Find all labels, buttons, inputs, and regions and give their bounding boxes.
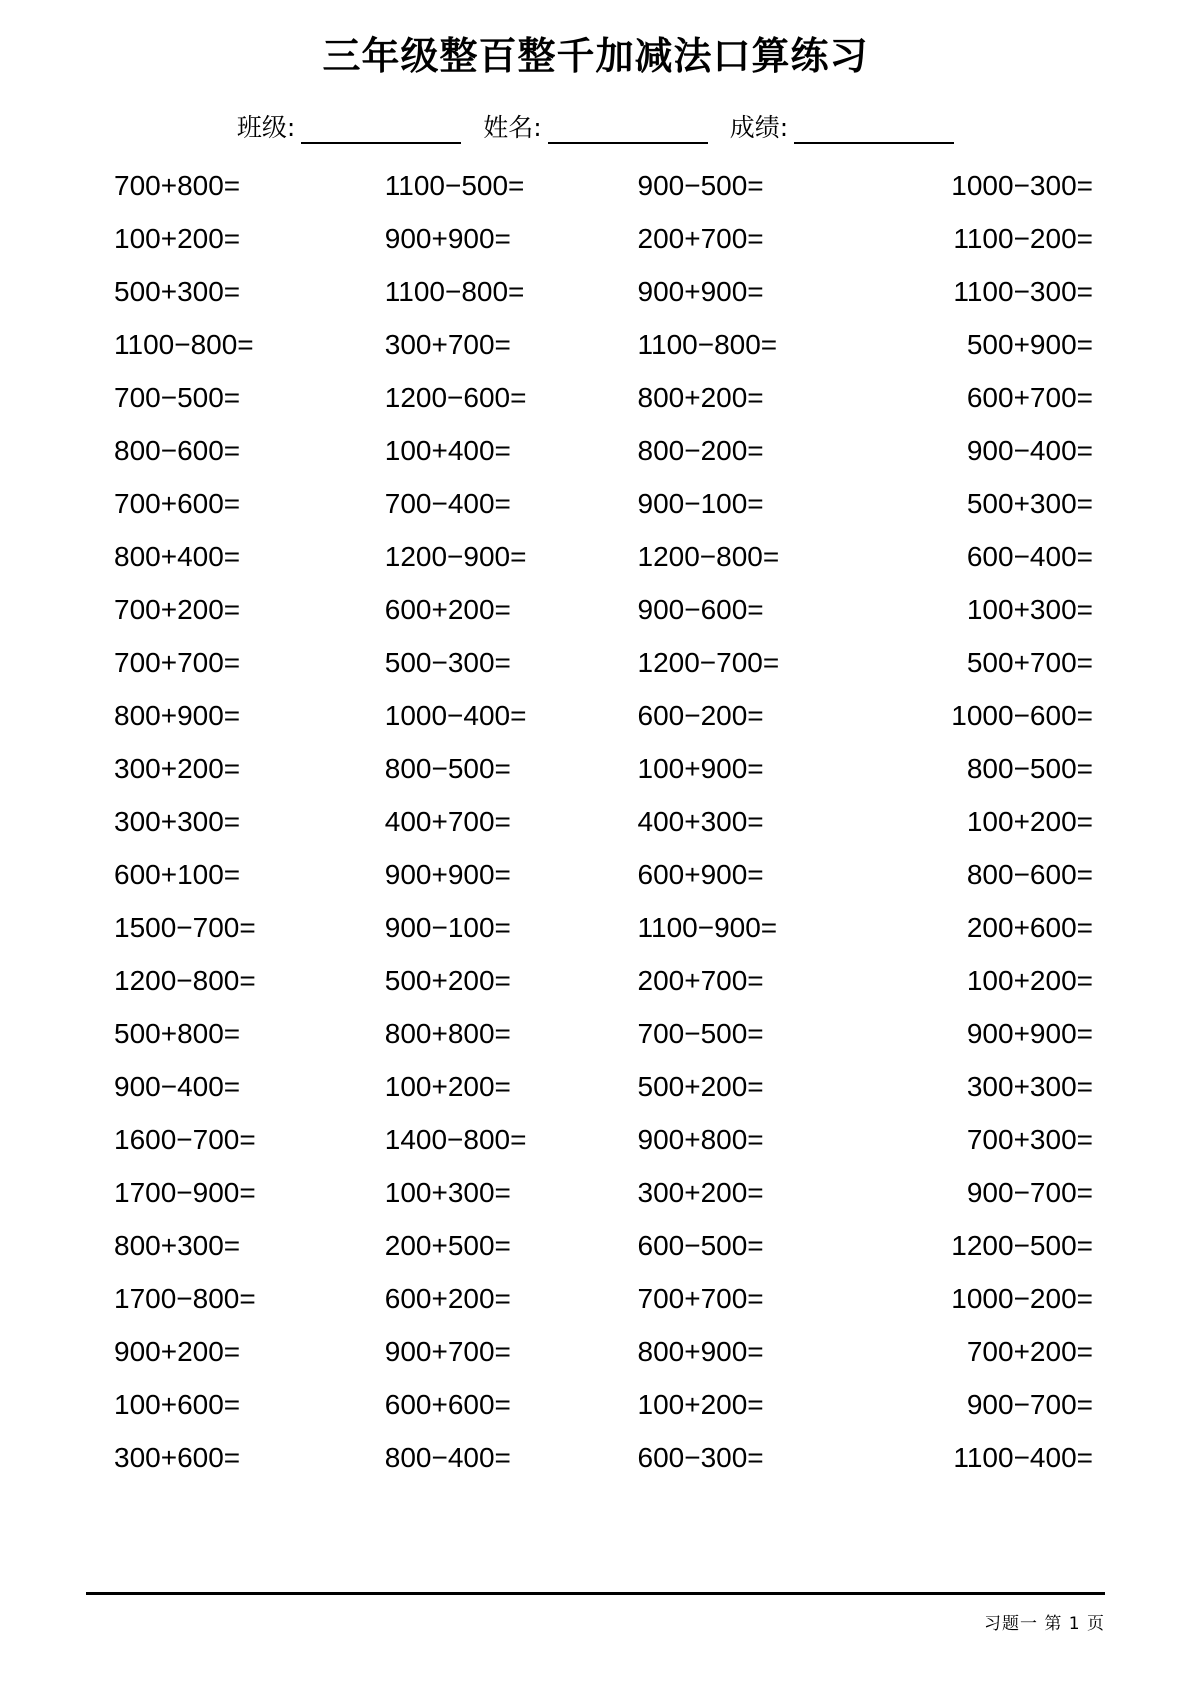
problem-row <box>108 478 1095 531</box>
problem-cell[interactable]: 800−500= <box>384 753 511 785</box>
problem-row <box>108 1379 1095 1432</box>
problem-cell[interactable]: 300+300= <box>966 1071 1093 1103</box>
problem-cell[interactable]: 1700−900= <box>114 1177 256 1209</box>
problem-cell[interactable]: 500+200= <box>637 1071 764 1103</box>
problem-cell[interactable]: 500+200= <box>384 965 511 997</box>
problem-cell[interactable]: 700+800= <box>114 170 241 202</box>
problem-cell[interactable]: 300+300= <box>114 806 241 838</box>
problem-cell[interactable]: 800−600= <box>966 859 1093 891</box>
problem-cell[interactable]: 1600−700= <box>114 1124 256 1156</box>
problem-cell[interactable]: 600+600= <box>384 1389 511 1421</box>
problem-cell[interactable]: 900+800= <box>637 1124 764 1156</box>
score-field <box>730 108 954 144</box>
problem-row <box>108 902 1095 955</box>
problem-cell[interactable]: 700+300= <box>966 1124 1093 1156</box>
problem-cell[interactable]: 300+600= <box>114 1442 241 1474</box>
problem-cell[interactable]: 800+800= <box>384 1018 511 1050</box>
problem-row <box>108 1061 1095 1114</box>
problem-row <box>108 743 1095 796</box>
problem-cell[interactable]: 800+900= <box>114 700 241 732</box>
problem-cell[interactable]: 1100−200= <box>953 223 1093 255</box>
class-field <box>237 108 461 144</box>
problem-cell[interactable]: 100+400= <box>384 435 511 467</box>
problem-cell[interactable]: 900−400= <box>966 435 1093 467</box>
problem-cell[interactable]: 900−400= <box>114 1071 241 1103</box>
problem-cell[interactable]: 800+900= <box>637 1336 764 1368</box>
problem-cell[interactable]: 1400−800= <box>384 1124 527 1156</box>
problem-cell[interactable]: 600−400= <box>966 541 1093 573</box>
problem-cell[interactable]: 100+900= <box>637 753 764 785</box>
problem-row <box>108 849 1095 902</box>
problem-cell[interactable]: 900+700= <box>384 1336 511 1368</box>
problem-row <box>108 1008 1095 1061</box>
problem-cell[interactable]: 1200−800= <box>637 541 780 573</box>
problem-cell[interactable]: 400+700= <box>384 806 511 838</box>
problem-cell[interactable]: 1100−500= <box>384 170 525 202</box>
problem-cell[interactable]: 600−500= <box>637 1230 764 1262</box>
problem-cell[interactable]: 100+200= <box>966 806 1093 838</box>
problem-cell[interactable]: 500+900= <box>966 329 1093 361</box>
problem-cell[interactable]: 1100−800= <box>384 276 525 308</box>
problem-cell[interactable]: 600+200= <box>384 1283 511 1315</box>
problem-cell[interactable]: 1200−600= <box>384 382 527 414</box>
problem-row <box>108 1326 1095 1379</box>
problem-cell[interactable]: 1200−800= <box>114 965 256 997</box>
problem-cell[interactable]: 300+200= <box>114 753 241 785</box>
problem-cell[interactable]: 900−100= <box>384 912 511 944</box>
problem-cell[interactable]: 700+200= <box>114 594 241 626</box>
problem-cell[interactable]: 900−500= <box>637 170 764 202</box>
problem-cell[interactable]: 400+300= <box>637 806 764 838</box>
problem-cell[interactable]: 1700−800= <box>114 1283 256 1315</box>
class-blank-input[interactable] <box>301 120 461 144</box>
problem-cell[interactable]: 1100−300= <box>953 276 1093 308</box>
score-blank-input[interactable] <box>794 120 954 144</box>
problem-cell[interactable]: 800+400= <box>114 541 241 573</box>
problem-cell[interactable]: 900−700= <box>966 1389 1093 1421</box>
problem-cell[interactable]: 100+300= <box>966 594 1093 626</box>
problem-cell[interactable]: 300+700= <box>384 329 511 361</box>
problem-cell[interactable]: 900−700= <box>966 1177 1093 1209</box>
problem-cell[interactable]: 800−400= <box>384 1442 511 1474</box>
problem-cell[interactable]: 1100−400= <box>953 1442 1093 1474</box>
problem-cell[interactable]: 800−200= <box>637 435 764 467</box>
problem-cell[interactable]: 1100−900= <box>637 912 778 944</box>
problem-cell[interactable]: 900+900= <box>384 859 511 891</box>
problem-row <box>108 796 1095 849</box>
problem-cell[interactable]: 100+200= <box>637 1389 764 1421</box>
problem-row <box>108 690 1095 743</box>
class-label: 班级: <box>236 112 296 142</box>
problem-cell[interactable]: 1500−700= <box>114 912 256 944</box>
problem-cell[interactable]: 800+300= <box>114 1230 241 1262</box>
problem-row <box>108 637 1095 690</box>
problem-row <box>108 955 1095 1008</box>
problem-cell[interactable]: 1200−700= <box>637 647 780 679</box>
problem-cell[interactable]: 600+100= <box>114 859 241 891</box>
problem-cell[interactable]: 500+700= <box>966 647 1093 679</box>
problem-cell[interactable]: 700−500= <box>637 1018 764 1050</box>
problem-cell[interactable]: 600−200= <box>637 700 764 732</box>
student-info-row <box>0 108 1191 144</box>
problem-cell[interactable]: 900−600= <box>637 594 764 626</box>
problem-cell[interactable]: 1000−400= <box>384 700 527 732</box>
problem-cell[interactable]: 1200−500= <box>951 1230 1093 1262</box>
problem-row <box>108 319 1095 372</box>
problem-cell[interactable]: 1000−600= <box>951 700 1093 732</box>
problem-cell[interactable]: 500+800= <box>114 1018 241 1050</box>
name-label: 姓名: <box>483 112 542 142</box>
problem-cell[interactable]: 100+200= <box>384 1071 511 1103</box>
problem-cell[interactable]: 100+200= <box>114 223 241 255</box>
problem-cell[interactable]: 100+200= <box>966 965 1093 997</box>
problem-cell[interactable]: 300+200= <box>637 1177 764 1209</box>
problem-cell[interactable]: 800+200= <box>637 382 764 414</box>
problem-row <box>108 1114 1095 1167</box>
footer-divider <box>86 1592 1105 1595</box>
problem-cell[interactable]: 1000−300= <box>951 170 1093 202</box>
page-footer <box>86 1592 1105 1634</box>
problem-cell[interactable]: 900−100= <box>637 488 764 520</box>
problem-cell[interactable]: 600−300= <box>637 1442 764 1474</box>
problem-cell[interactable]: 100+600= <box>114 1389 241 1421</box>
problem-cell[interactable]: 500−300= <box>384 647 511 679</box>
problem-cell[interactable]: 600+200= <box>384 594 511 626</box>
name-field <box>483 108 707 144</box>
problem-cell[interactable]: 200+600= <box>966 912 1093 944</box>
problem-cell[interactable]: 1100−800= <box>114 329 254 361</box>
page-title: 三年级整百整千加减法口算练习 <box>322 34 869 78</box>
problem-cell[interactable]: 700+200= <box>966 1336 1093 1368</box>
problem-grid <box>0 160 1191 1684</box>
problem-row <box>108 266 1095 319</box>
problem-cell[interactable]: 900+900= <box>966 1018 1093 1050</box>
score-label: 成绩: <box>729 112 789 142</box>
problem-cell[interactable]: 100+300= <box>384 1177 511 1209</box>
problem-row <box>108 213 1095 266</box>
problem-cell[interactable]: 1100−800= <box>637 329 778 361</box>
problem-row <box>108 160 1095 213</box>
problem-cell[interactable]: 700+600= <box>114 488 241 520</box>
problem-cell[interactable]: 200+700= <box>637 965 764 997</box>
problem-cell[interactable]: 900+900= <box>637 276 764 308</box>
problem-cell[interactable]: 900+200= <box>114 1336 241 1368</box>
problem-cell[interactable]: 500+300= <box>966 488 1093 520</box>
problem-row <box>108 1167 1095 1220</box>
problem-cell[interactable]: 200+500= <box>384 1230 511 1262</box>
problem-cell[interactable]: 900+900= <box>384 223 511 255</box>
problem-cell[interactable]: 1000−200= <box>951 1283 1093 1315</box>
problem-cell[interactable]: 700−400= <box>384 488 511 520</box>
problem-cell[interactable]: 700+700= <box>637 1283 764 1315</box>
footer-text: 习题一 第 1 页 <box>983 1614 1105 1634</box>
problem-cell[interactable]: 700+700= <box>114 647 241 679</box>
problem-row <box>108 425 1095 478</box>
problem-row <box>108 1432 1095 1485</box>
problem-cell[interactable]: 500+300= <box>114 276 241 308</box>
problem-cell[interactable]: 600+900= <box>637 859 764 891</box>
problem-row <box>108 584 1095 637</box>
problem-cell[interactable]: 700−500= <box>114 382 241 414</box>
problem-cell[interactable]: 200+700= <box>637 223 764 255</box>
problem-row <box>108 531 1095 584</box>
problem-row <box>108 372 1095 425</box>
problem-cell[interactable]: 800−600= <box>114 435 241 467</box>
problem-row <box>108 1273 1095 1326</box>
name-blank-input[interactable] <box>548 120 708 144</box>
problem-cell[interactable]: 800−500= <box>966 753 1093 785</box>
problem-cell[interactable]: 1200−900= <box>384 541 527 573</box>
problem-row <box>108 1220 1095 1273</box>
problem-cell[interactable]: 600+700= <box>966 382 1093 414</box>
